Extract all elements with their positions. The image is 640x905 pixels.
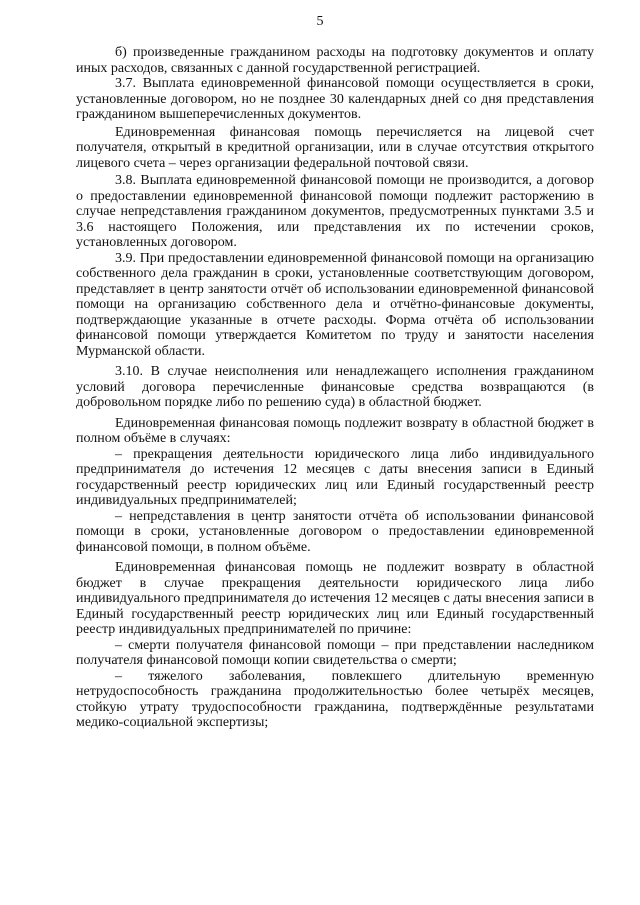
list-item-death: – смерти получателя финансовой помощи – при представлении наследником получателя финансовой помощи копии свидетельства о смерти; xyxy=(76,637,594,668)
paragraph-3-8: 3.8. Выплата единовременной финансовой помощи не производится, а договор о предоставлении единовременной финансовой помощи подлежит расторжению в случае непредставления гражданином документов, предусмотренных пунктами 3.5 и 3.6 настоящего Положения, или представления их по истечении сроков, установленных договором. xyxy=(76,173,594,250)
page-number: 5 xyxy=(316,14,324,29)
paragraph-3-9: 3.9. При предоставлении единовременной финансовой помощи на организацию собственного дела гражданин в сроки, установленные соответствующим договором, представляет в центр занятости отчёт об использовании единовременной финансовой помощи на организацию собственного дела и отчётно-финансовые документы, подтверждающие указанные в отчете расходы. Форма отчёта об использовании финансовой помощи утверждается Комитетом по труду и занятости населения Мурманской области. xyxy=(76,250,594,359)
list-item-no-report: – непредставления в центр занятости отчёта об использовании финансовой помощи в сроки, установленные договором о предоставлении единовременной финансовой помощи, в полном объёме. xyxy=(76,508,594,555)
list-item-illness: – тяжелого заболевания, повлекшего длительную временную нетрудоспособность гражданина продолжительностью более четырёх месяцев, стойкую утрату трудоспособности гражданина, подтверждённые результатами медико-социальной экспертизы; xyxy=(76,668,594,730)
document-body xyxy=(76,45,594,731)
paragraph-no-refund: Единовременная финансовая помощь не подлежит возврату в областной бюджет в случае прекращения деятельности юридического лица либо индивидуального предпринимателя до истечения 12 месяцев с даты внесения записи в Единый государственный реестр юридических лиц или Единый государственный реестр индивидуальных предпринимателей по причине: xyxy=(76,560,594,637)
paragraph-transfer: Единовременная финансовая помощь перечисляется на лицевой счет получателя, открытый в кредитной организации, или в случае отсутствия открытого лицевого счета – через организации федеральной почтовой связи. xyxy=(76,124,594,171)
paragraph-3-7: 3.7. Выплата единовременной финансовой помощи осуществляется в сроки, установленные договором, но не позднее 30 календарных дней со дня представления гражданином вышеперечисленных документов. xyxy=(76,76,594,122)
paragraph-3-10: 3.10. В случае неисполнения или ненадлежащего исполнения гражданином условий договора перечисленные финансовые средства возвращаются (в добровольном порядке либо по решению суда) в областной бюджет. xyxy=(76,364,594,410)
paragraph-refund-cases: Единовременная финансовая помощь подлежит возврату в областной бюджет в полном объёме в случаях: xyxy=(76,415,594,446)
paragraph-3-6-b: б) произведенные гражданином расходы на подготовку документов и оплату иных расходов, связанных с данной государственной регистрацией. xyxy=(76,45,594,76)
list-item-termination: – прекращения деятельности юридического лица либо индивидуального предпринимателя до истечения 12 месяцев с даты внесения записи в Единый государственный реестр юридических лиц или Единый государственный реестр индивидуальных предпринимателей; xyxy=(76,446,594,508)
